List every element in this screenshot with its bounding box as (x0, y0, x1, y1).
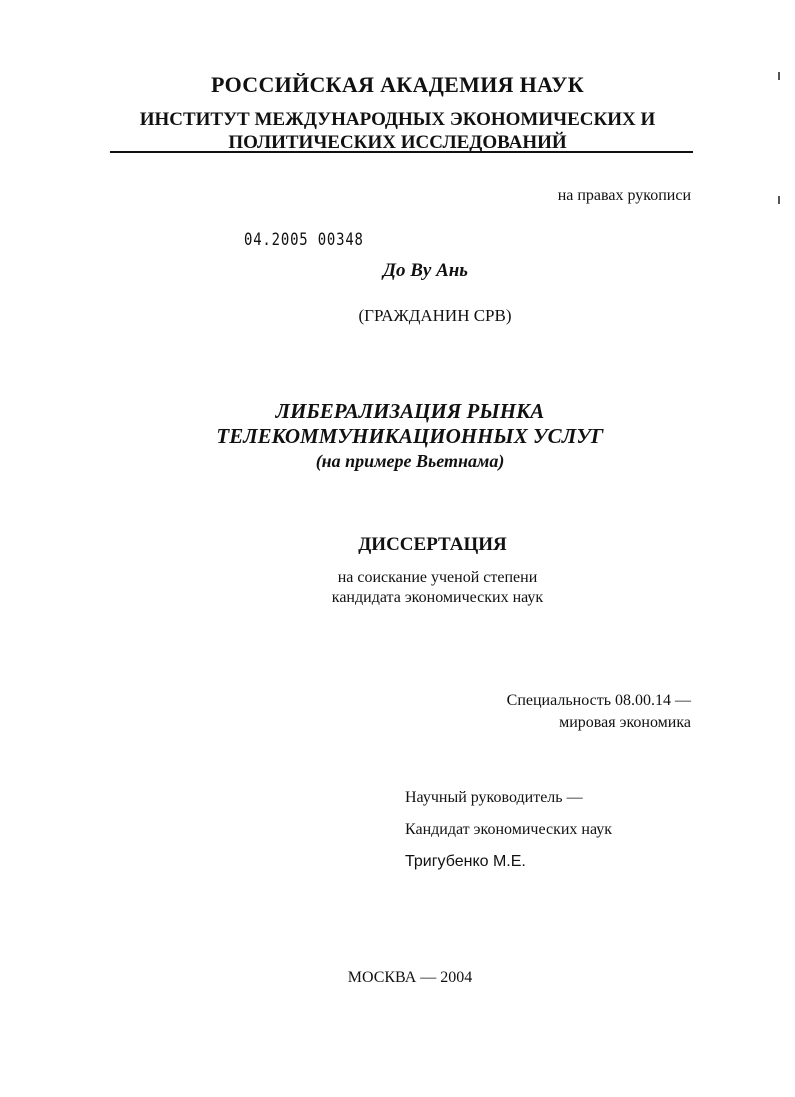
supervisor-name: Тригубенко М.Е. (405, 853, 526, 870)
specialty-line-2: мировая экономика (559, 714, 691, 731)
academy-heading: РОССИЙСКАЯ АКАДЕМИЯ НАУК (211, 72, 584, 97)
header-divider (110, 151, 693, 153)
scan-speck (778, 72, 780, 80)
author-name: До Ву Ань (383, 260, 468, 281)
document-type: ДИССЕРТАЦИЯ (358, 534, 507, 555)
registration-stamp: 04.2005 00348 (244, 230, 364, 250)
scan-speck (778, 196, 780, 204)
specialty-block (507, 690, 691, 734)
title-line-1: ЛИБЕРАЛИЗАЦИЯ РЫНКА (275, 399, 545, 423)
supervisor-block (405, 782, 612, 878)
degree-line-2: кандидата экономических наук (331, 589, 544, 606)
supervisor-label: Научный руководитель — (405, 789, 583, 806)
specialty-line-1: Специальность 08.00.14 — (506, 692, 691, 709)
author-citizenship: (ГРАЖДАНИН СРВ) (358, 306, 512, 325)
institute-line-1: ИНСТИТУТ МЕЖДУНАРОДНЫХ ЭКОНОМИЧЕСКИХ И (139, 109, 656, 130)
degree-statement (0, 568, 795, 608)
institute-line-2: ПОЛИТИЧЕСКИХ ИССЛЕДОВАНИЙ (228, 132, 567, 153)
supervisor-degree: Кандидат экономических наук (405, 821, 613, 838)
rights-note: на правах рукописи (557, 187, 691, 204)
institute-heading (0, 108, 795, 154)
dissertation-title (0, 399, 795, 474)
title-line-2: ТЕЛЕКОММУНИКАЦИОННЫХ УСЛУГ (216, 424, 604, 448)
degree-line-1: на соискание ученой степени (337, 569, 538, 586)
title-subtitle: (на примере Вьетнама) (315, 451, 505, 471)
city-year: МОСКВА — 2004 (347, 969, 473, 986)
